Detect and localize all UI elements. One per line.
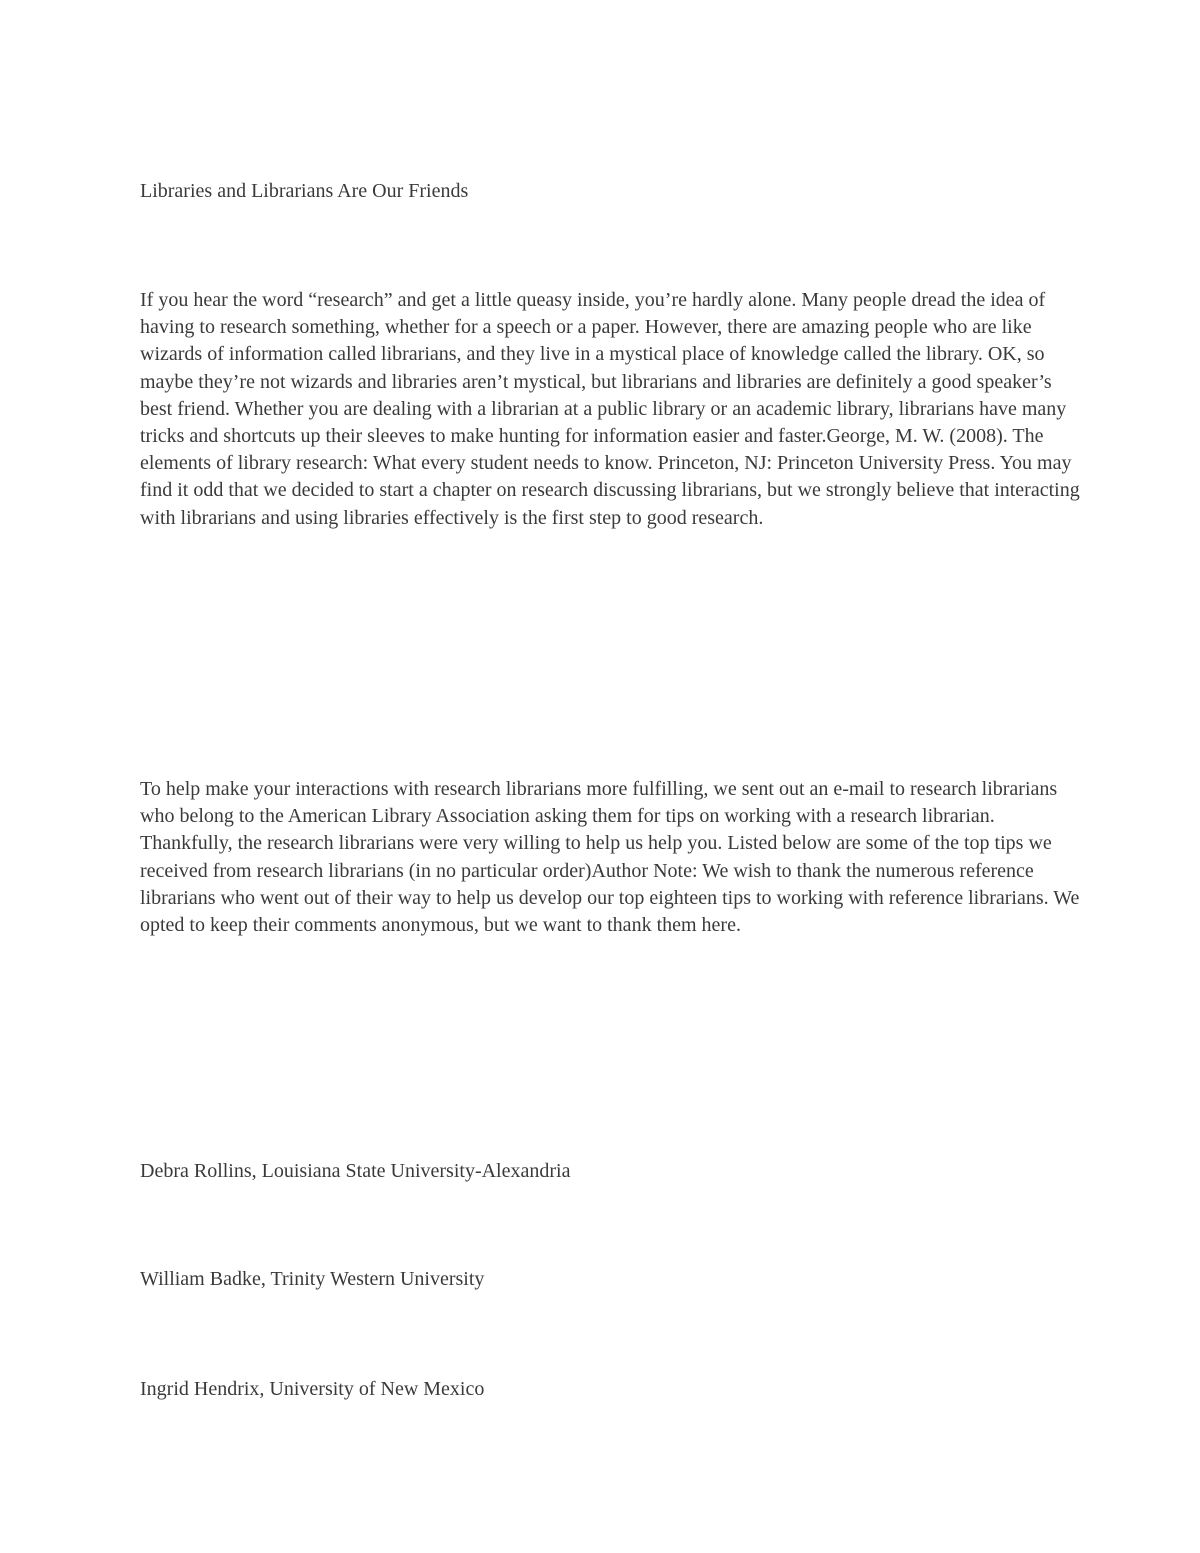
body-paragraph-tips: To help make your interactions with research librarians more fulfilling, we sent out an e-mail to research librarians who belong to the American Library Association asking them for tips on working with a research librarian. Thankfully, the research librarians were very willing to help us help you. Listed below are some of the top tips we received from research librarians (in no particular order)Author Note: We wish to thank the numerous reference librarians who went out of their way to help us develop our top eighteen tips to working with reference librarians. We opted to keep their comments anonymous, but we want to thank them here. — [140, 778, 1080, 937]
contributor-line: Ingrid Hendrix, University of New Mexico — [140, 1378, 485, 1400]
body-paragraph-intro: If you hear the word “research” and get a little queasy inside, you’re hardly alone. Many people dread the idea of having to research something, whether for a speech or a paper. However, there are amazing people who are like wizards of information called librarians, and they live in a mystical place of knowledge called the library. OK, so maybe they’re not wizards and libraries aren’t mystical, but librarians and libraries are definitely a good speaker’s best friend. Whether you are dealing with a librarian at a public library or an academic library, librarians have many tricks and shortcuts up their sleeves to make hunting for information easier and faster.George, M. W. (2008). The elements of library research: What every student needs to know. Princeton, NJ: Princeton University Press. You may find it odd that we decided to start a chapter on research discussing librarians, but we strongly believe that interacting with librarians and using libraries effectively is the first step to good research. — [140, 289, 1080, 529]
contributor-line: Debra Rollins, Louisiana State University-Alexandria — [140, 1160, 571, 1182]
document-title: Libraries and Librarians Are Our Friends — [140, 180, 469, 202]
contributor-line: William Badke, Trinity Western University — [140, 1268, 485, 1290]
